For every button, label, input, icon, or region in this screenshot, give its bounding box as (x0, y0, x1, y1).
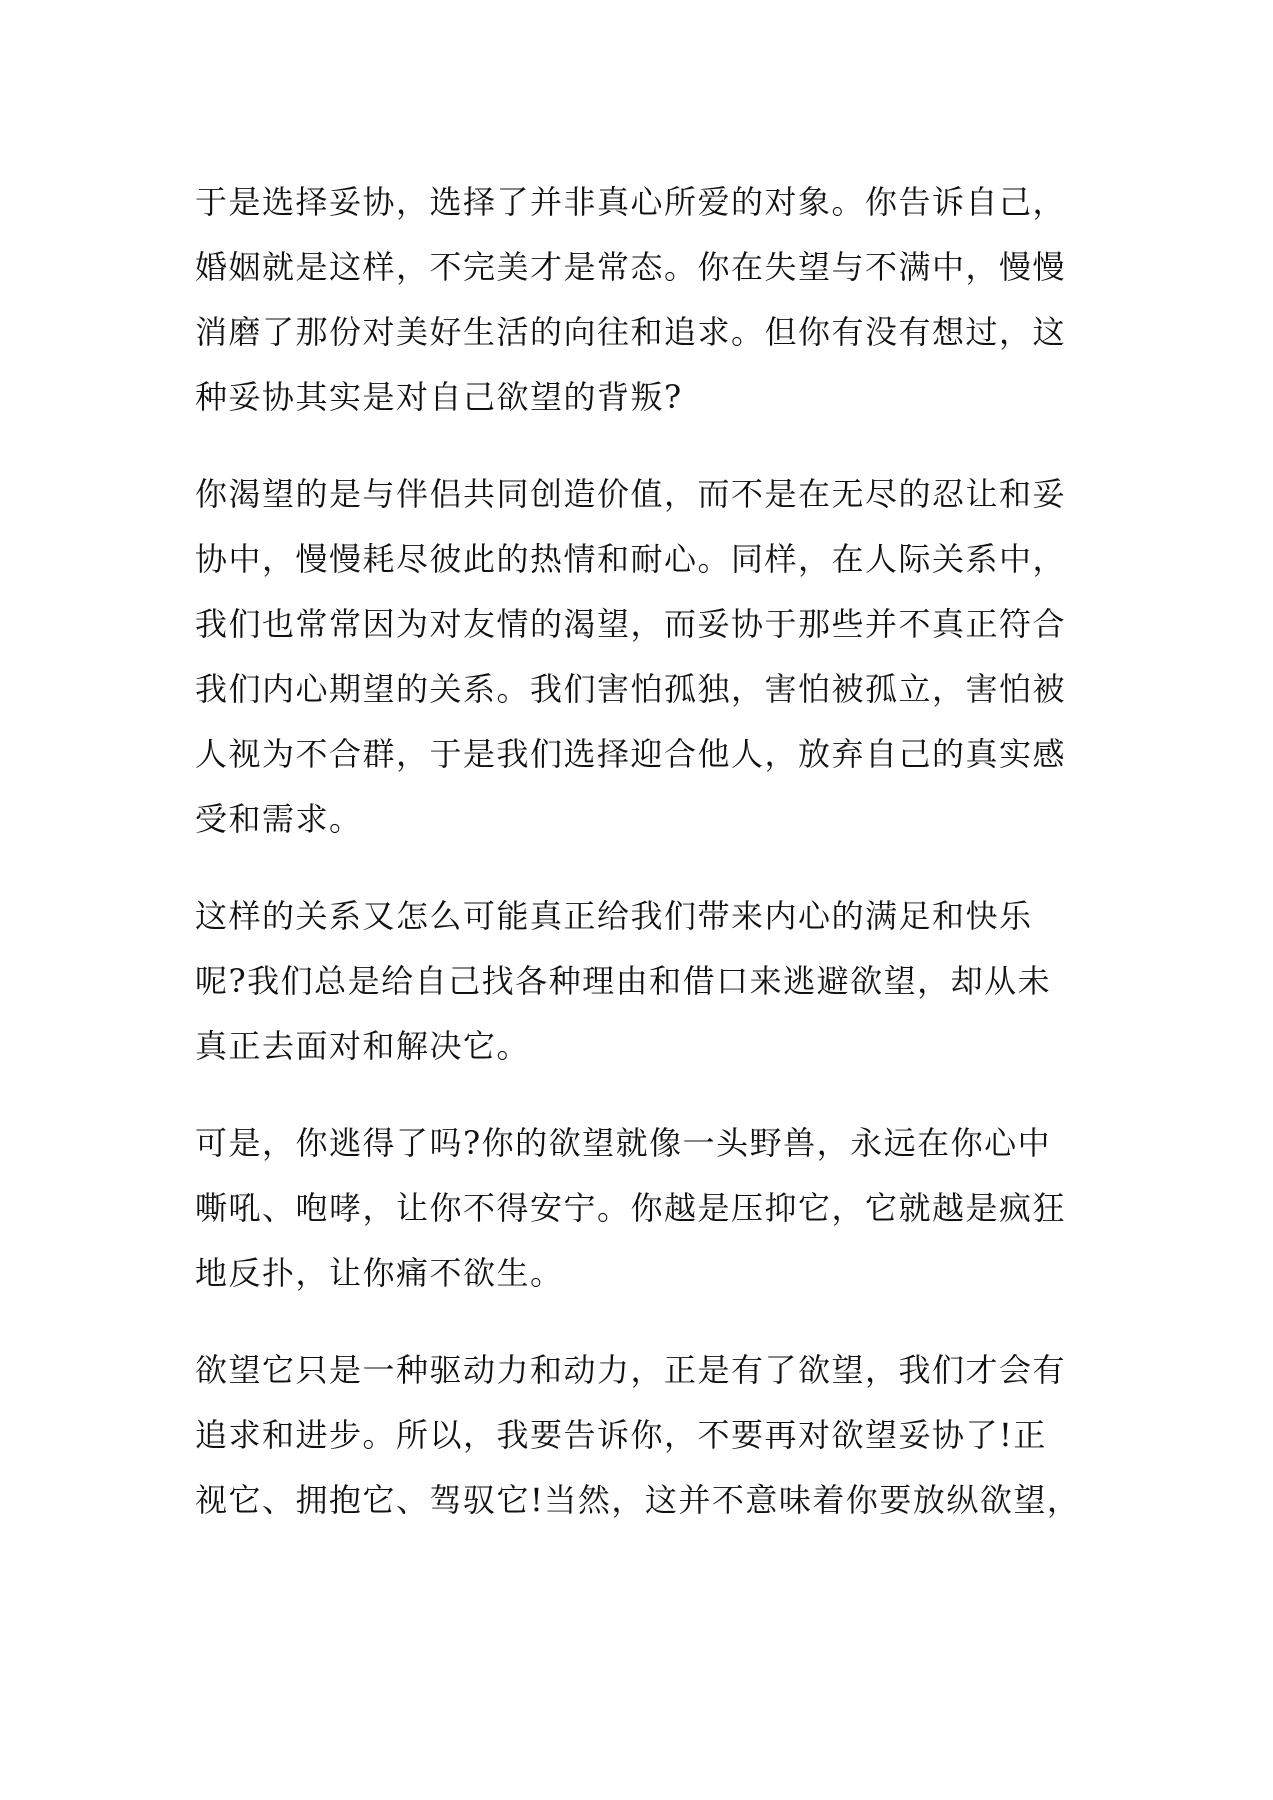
text-line: 可是，你逃得了吗?你的欲望就像一头野兽，永远在你心中 (195, 1124, 1052, 1162)
text-line: 呢?我们总是给自己找各种理由和借口来逃避欲望，却从未 (195, 962, 1052, 1000)
paragraph-3 (195, 884, 1095, 1079)
paragraph-1 (195, 170, 1095, 430)
paragraph-4 (195, 1111, 1095, 1306)
text-line: 受和需求。 (195, 800, 363, 838)
text-line: 于是选择妥协，选择了并非真心所爱的对象。你告诉自己， (195, 183, 1067, 221)
text-line: 人视为不合群，于是我们选择迎合他人，放弃自己的真实感 (195, 735, 1067, 773)
text-line: 我们也常常因为对友情的渴望，而妥协于那些并不真正符合 (195, 605, 1067, 643)
text-line: 我们内心期望的关系。我们害怕孤独，害怕被孤立，害怕被 (195, 670, 1067, 708)
text-line: 地反扑，让你痛不欲生。 (195, 1254, 564, 1292)
text-line: 欲望它只是一种驱动力和动力，正是有了欲望，我们才会有 (195, 1351, 1067, 1389)
text-line: 种妥协其实是对自己欲望的背叛? (195, 378, 683, 416)
text-line: 真正去面对和解决它。 (195, 1027, 531, 1065)
text-line: 视它、拥抱它、驾驭它!当然，这并不意味着你要放纵欲望， (195, 1481, 1081, 1519)
text-line: 嘶吼、咆哮，让你不得安宁。你越是压抑它，它就越是疯狂 (195, 1189, 1067, 1227)
text-line: 你渴望的是与伴侣共同创造价值，而不是在无尽的忍让和妥 (195, 475, 1067, 513)
text-line: 协中，慢慢耗尽彼此的热情和耐心。同样，在人际关系中， (195, 540, 1067, 578)
text-line: 追求和进步。所以，我要告诉你，不要再对欲望妥协了!正 (195, 1416, 1047, 1454)
paragraph-2 (195, 462, 1095, 852)
text-line: 婚姻就是这样，不完美才是常态。你在失望与不满中，慢慢 (195, 248, 1067, 286)
text-line: 消磨了那份对美好生活的向往和追求。但你有没有想过，这 (195, 313, 1067, 351)
paragraph-5 (195, 1338, 1095, 1533)
document-body (195, 170, 1095, 1565)
text-line: 这样的关系又怎么可能真正给我们带来内心的满足和快乐 (195, 897, 1033, 935)
